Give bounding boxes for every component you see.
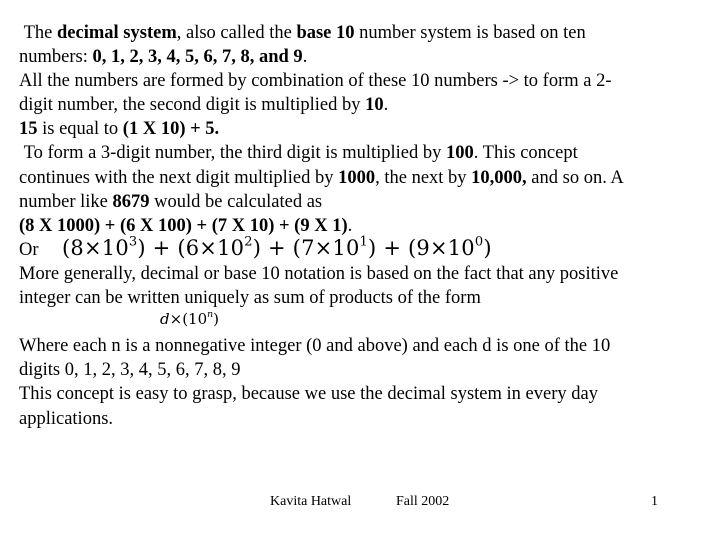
text-line: 15 is equal to (1 X 10) + 5. <box>19 119 220 140</box>
equation-spacer <box>19 310 709 334</box>
slide-body <box>19 21 709 431</box>
expanded-notation-equation: $(8\times 10^3) + (6\times 10^2) + (7\times 10^1) + (9\times 10^0)$ <box>62 234 492 260</box>
text-line: applications. <box>19 408 114 429</box>
text-line: To form a 3-digit number, the third digit is multiplied by 100. This concept <box>23 143 578 164</box>
digit-list: 0, 1, 2, 3, 4, 5, 6, 7, 8, and 9 <box>92 47 303 68</box>
text-line: number like 8679 would be calculated as <box>19 191 323 212</box>
footer-author: Kavita Hatwal <box>270 494 352 509</box>
term-base-10: base 10 <box>296 23 355 43</box>
text-line: (8 X 1000) + (6 X 100) + (7 X 10) + (9 X 1). <box>19 215 353 236</box>
general-form-equation: $d\times(10^n)$ <box>160 309 219 328</box>
term-decimal-system: decimal system <box>57 23 177 43</box>
text-line: numbers: 0, 1, 2, 3, 4, 5, 6, 7, 8, and 9. <box>19 47 308 68</box>
text-line: integer can be written uniquely as sum of products of the form <box>19 288 481 309</box>
text-line: The decimal system, also called the base 10 number system is based on ten <box>23 23 586 43</box>
or-label: Or <box>19 239 39 260</box>
footer-term: Fall 2002 <box>396 494 450 509</box>
text-line: All the numbers are formed by combination of these 10 numbers -> to form a 2- <box>19 71 612 92</box>
footer-page-number: 1 <box>651 494 658 509</box>
text-line: More generally, decimal or base 10 notation is based on the fact that any positive <box>19 263 619 284</box>
text-line: Where each n is a nonnegative integer (0 and above) and each d is one of the 10 <box>19 336 611 357</box>
text-line: digits 0, 1, 2, 3, 4, 5, 6, 7, 8, 9 <box>19 360 241 381</box>
text-line: continues with the next digit multiplied by 1000, the next by 10,000, and so on. A <box>19 167 624 188</box>
text-line: digit number, the second digit is multiplied by 10. <box>19 95 389 116</box>
text-line: This concept is easy to grasp, because we use the decimal system in every day <box>19 384 598 405</box>
